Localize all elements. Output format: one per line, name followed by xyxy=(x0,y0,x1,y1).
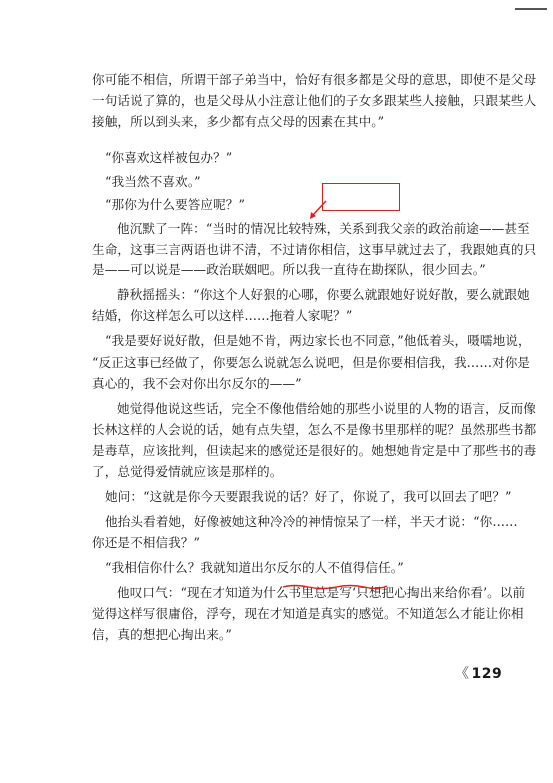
text-line: 觉得这样写很庸俗，浮夸，现在才知道是真实的感觉。不知道怎么才能让你相 xyxy=(92,606,524,621)
red-annotation-box xyxy=(322,183,400,211)
red-wavy-underline xyxy=(282,583,388,590)
text-line: 你可能不相信，所谓干部子弟当中，恰好有很多都是父母的意思，即使不是父母 xyxy=(92,72,537,87)
text-line: 一句话说了算的，也是父母从小注意让他们的子女多跟某些人接触，只跟某些人 xyxy=(92,93,537,108)
text-line: “你喜欢这样被包办？” xyxy=(105,150,233,165)
text-line: 长林这样的人会说的话，她有点失望，怎么不是像书里那样的呢？虽然那些书都 xyxy=(92,422,537,437)
page-number-bracket: 《 xyxy=(455,666,470,682)
text-line: 他沉默了一阵：“当时的情况比较特殊，关系到我父亲的政治前途——甚至 xyxy=(117,221,530,236)
text-line: 她觉得他说这些话，完全不像他借给她的那些小说里的人物的语言，反而像 xyxy=(117,401,536,416)
text-line: 她问：“这就是你今天要跟我说的话？好了，你说了，我可以回去了吧？” xyxy=(105,489,512,504)
text-line: 他叹口气：“现在才知道为什么书里总是写‘只想把心掏出来给你看’。以前 xyxy=(117,585,526,600)
corner-rule xyxy=(515,0,547,10)
text-line: “反正这事已经做了，你要怎么说就怎么说吧，但是你要相信我，我……对你是 xyxy=(92,355,531,370)
text-line: “我当然不喜欢。” xyxy=(105,174,201,189)
text-line: 你还是不相信我？” xyxy=(92,535,201,550)
text-line: 静秋摇摇头：“你这个人好狠的心哪，你要么就跟她好说好散，要么就跟她 xyxy=(117,287,530,302)
text-line: “我是要好说好散，但是她不肯，两边家长也不同意，”他低着头，嗫嚅地说， xyxy=(105,333,531,348)
text-line: 是——可以说是——政治联姻吧。所以我一直待在勘探队，很少回去。” xyxy=(92,262,486,277)
text-line: 生命，这事三言两语也讲不清，不过请你相信，这事早就过去了，我跟她真的只 xyxy=(92,242,537,257)
page-number-value: 129 xyxy=(471,666,503,682)
text-line: 结婚，你这样怎么可以这样……拖着人家呢？” xyxy=(92,308,353,323)
text-line: 信，真的想把心掏出来。” xyxy=(92,627,232,642)
text-line: 接触，所以到头来，多少都有点父母的因素在其中。” xyxy=(92,114,385,129)
text-line: 真心的，我不会对你出尔反尔的——” xyxy=(92,376,302,391)
text-line: “那你为什么要答应呢？” xyxy=(105,197,246,212)
page-number xyxy=(455,663,502,683)
text-line: “我相信你什么？我就知道出尔反尔的人不值得信任。” xyxy=(105,560,404,575)
text-line: 是毒草，应该批判，但读起来的感觉还是很好的。她想她肯定是中了那些书的毒 xyxy=(92,443,537,458)
text-line: 他抬头看着她，好像被她这种冷冷的神情惊呆了一样，半天才说：“你…… xyxy=(105,514,518,529)
text-line: 了，总觉得爱情就应该是那样的。 xyxy=(92,464,283,479)
red-arrow-icon xyxy=(308,200,330,220)
